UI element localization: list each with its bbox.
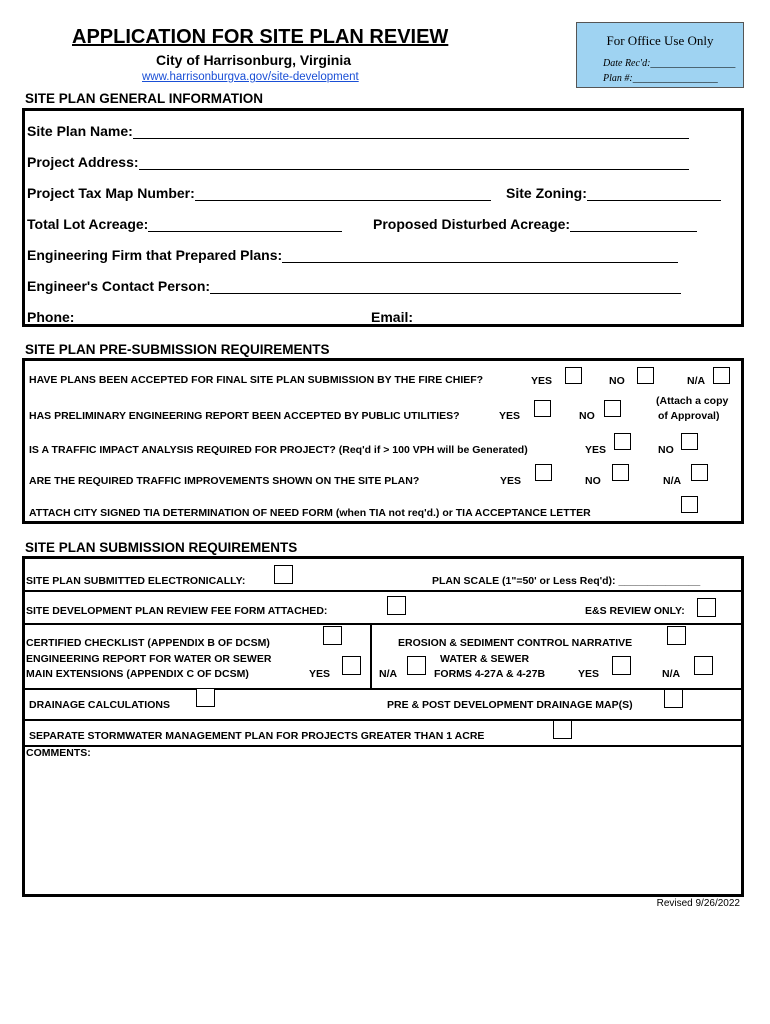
form-subtitle: City of Harrisonburg, Virginia: [156, 52, 351, 68]
phone-label: Phone:: [27, 309, 75, 325]
site-zoning-line[interactable]: [587, 186, 721, 201]
lot-acreage-line[interactable]: [148, 217, 342, 232]
engineering-report-na-label: N/A: [379, 668, 398, 680]
electronic-submission-label: SITE PLAN SUBMITTED ELECTRONICALLY:: [26, 575, 246, 587]
engineering-report-yes-label: YES: [309, 668, 331, 680]
office-use-box: [576, 22, 744, 88]
utilities-yes-checkbox[interactable]: [534, 400, 551, 417]
email-line[interactable]: [413, 310, 715, 325]
water-sewer-yes-checkbox[interactable]: [612, 656, 631, 675]
drainage-calculations-label: DRAINAGE CALCULATIONS: [29, 699, 170, 711]
es-review-checkbox[interactable]: [697, 598, 716, 617]
divider: [24, 745, 742, 747]
comments-label: COMMENTS:: [26, 747, 91, 759]
traffic-analysis-yes-label: YES: [585, 444, 607, 456]
fire-chief-na-label: N/A: [687, 375, 706, 387]
disturbed-acreage-line[interactable]: [570, 217, 697, 232]
project-address-line[interactable]: [139, 155, 689, 170]
attach-copy-note: (Attach a copy: [656, 395, 729, 407]
certified-checklist-label: CERTIFIED CHECKLIST (APPENDIX B OF DCSM): [26, 637, 270, 649]
water-sewer-na-label: N/A: [662, 668, 681, 680]
lot-acreage-field[interactable]: [27, 216, 342, 232]
traffic-improvements-na-checkbox[interactable]: [691, 464, 708, 481]
water-sewer-yes-label: YES: [578, 668, 600, 680]
divider: [24, 719, 742, 721]
site-plan-name-line[interactable]: [133, 124, 689, 139]
traffic-analysis-no-label: NO: [658, 444, 674, 456]
water-sewer-forms-label: FORMS 4-27A & 4-27B: [434, 668, 546, 680]
fire-chief-yes-label: YES: [531, 375, 553, 387]
stormwater-plan-label: SEPARATE STORMWATER MANAGEMENT PLAN FOR PROJECTS GREATER THAN 1 ACRE: [29, 730, 485, 742]
divider: [24, 688, 742, 690]
email-field[interactable]: [371, 309, 715, 325]
tax-map-label: Project Tax Map Number:: [27, 185, 195, 201]
disturbed-acreage-field[interactable]: [373, 216, 697, 232]
engineering-report-yes-checkbox[interactable]: [342, 656, 361, 675]
project-address-field[interactable]: [27, 154, 689, 170]
tax-map-field[interactable]: [27, 185, 491, 201]
plan-scale-field[interactable]: PLAN SCALE (1"=50' or Less Req'd): ______________: [432, 575, 701, 587]
divider: [370, 623, 372, 688]
traffic-improvements-no-label: NO: [585, 475, 601, 487]
traffic-improvements-na-label: N/A: [663, 475, 682, 487]
utilities-question: HAS PRELIMINARY ENGINEERING REPORT BEEN ACCEPTED BY PUBLIC UTILITIES?: [29, 410, 460, 422]
engineering-report-label: ENGINEERING REPORT FOR WATER OR SEWER: [26, 653, 272, 665]
traffic-improvements-yes-checkbox[interactable]: [535, 464, 552, 481]
site-development-link[interactable]: www.harrisonburgva.gov/site-development: [142, 71, 359, 83]
fire-chief-na-checkbox[interactable]: [713, 367, 730, 384]
water-sewer-na-checkbox[interactable]: [694, 656, 713, 675]
drainage-map-checkbox[interactable]: [664, 689, 683, 708]
utilities-yes-label: YES: [499, 410, 521, 422]
fire-chief-yes-checkbox[interactable]: [565, 367, 582, 384]
phone-line[interactable]: [74, 310, 342, 325]
fire-chief-question: HAVE PLANS BEEN ACCEPTED FOR FINAL SITE PLAN SUBMISSION BY THE FIRE CHIEF?: [29, 374, 484, 386]
revision-date: Revised 9/26/2022: [656, 898, 740, 909]
site-zoning-label: Site Zoning:: [506, 185, 587, 201]
phone-field[interactable]: [27, 309, 342, 325]
comments-area[interactable]: [26, 762, 740, 892]
project-address-label: Project Address:: [27, 154, 139, 170]
engineering-firm-line[interactable]: [282, 248, 678, 263]
traffic-improvements-no-checkbox[interactable]: [612, 464, 629, 481]
date-received-field[interactable]: Date Rec'd:_________________: [603, 58, 736, 69]
contact-person-line[interactable]: [210, 279, 681, 294]
divider: [24, 590, 742, 592]
erosion-narrative-checkbox[interactable]: [667, 626, 686, 645]
certified-checklist-checkbox[interactable]: [323, 626, 342, 645]
divider: [24, 623, 742, 625]
traffic-analysis-yes-checkbox[interactable]: [614, 433, 631, 450]
engineering-firm-field[interactable]: [27, 247, 678, 263]
contact-person-field[interactable]: [27, 278, 681, 294]
erosion-narrative-label: EROSION & SEDIMENT CONTROL NARRATIVE: [398, 637, 633, 649]
fire-chief-no-label: NO: [609, 375, 625, 387]
engineering-report-na-checkbox[interactable]: [407, 656, 426, 675]
traffic-analysis-no-checkbox[interactable]: [681, 433, 698, 450]
fire-chief-no-checkbox[interactable]: [637, 367, 654, 384]
tia-attachment-instruction: ATTACH CITY SIGNED TIA DETERMINATION OF NEED FORM (when TIA not req'd.) or TIA ACCEPTANCE LETTER: [29, 507, 591, 519]
engineering-report-label-2: MAIN EXTENSIONS (APPENDIX C OF DCSM): [26, 668, 249, 680]
stormwater-plan-checkbox[interactable]: [553, 720, 572, 739]
fee-form-label: SITE DEVELOPMENT PLAN REVIEW FEE FORM ATTACHED:: [26, 605, 328, 617]
general-info-heading: SITE PLAN GENERAL INFORMATION: [25, 91, 264, 106]
disturbed-acreage-label: Proposed Disturbed Acreage:: [373, 216, 571, 232]
utilities-no-label: NO: [579, 410, 595, 422]
site-zoning-field[interactable]: [506, 185, 721, 201]
site-plan-name-field[interactable]: [27, 123, 689, 139]
office-use-heading: For Office Use Only: [606, 33, 714, 48]
water-sewer-label: WATER & SEWER: [440, 653, 530, 665]
traffic-improvements-yes-label: YES: [500, 475, 522, 487]
pre-submission-heading: SITE PLAN PRE-SUBMISSION REQUIREMENTS: [25, 342, 330, 357]
site-plan-name-label: Site Plan Name:: [27, 123, 133, 139]
email-label: Email:: [371, 309, 414, 325]
engineering-firm-label: Engineering Firm that Prepared Plans:: [27, 247, 283, 263]
utilities-no-checkbox[interactable]: [604, 400, 621, 417]
electronic-submission-checkbox[interactable]: [274, 565, 293, 584]
submission-heading: SITE PLAN SUBMISSION REQUIREMENTS: [25, 540, 298, 555]
drainage-map-label: PRE & POST DEVELOPMENT DRAINAGE MAP(S): [387, 699, 633, 711]
fee-form-checkbox[interactable]: [387, 596, 406, 615]
lot-acreage-label: Total Lot Acreage:: [27, 216, 149, 232]
approval-note: of Approval): [658, 410, 720, 422]
contact-person-label: Engineer's Contact Person:: [27, 278, 211, 294]
drainage-calculations-checkbox[interactable]: [196, 688, 215, 707]
es-review-label: E&S REVIEW ONLY:: [585, 605, 685, 617]
form-title: APPLICATION FOR SITE PLAN REVIEW: [72, 26, 449, 48]
tia-attachment-checkbox[interactable]: [681, 496, 698, 513]
traffic-improvements-question: ARE THE REQUIRED TRAFFIC IMPROVEMENTS SHOWN ON THE SITE PLAN?: [29, 475, 420, 487]
traffic-analysis-question: IS A TRAFFIC IMPACT ANALYSIS REQUIRED FOR PROJECT? (Req'd if > 100 VPH will be Generated): [29, 444, 528, 456]
plan-number-field[interactable]: Plan #:_________________: [603, 73, 718, 84]
tax-map-line[interactable]: [195, 186, 491, 201]
